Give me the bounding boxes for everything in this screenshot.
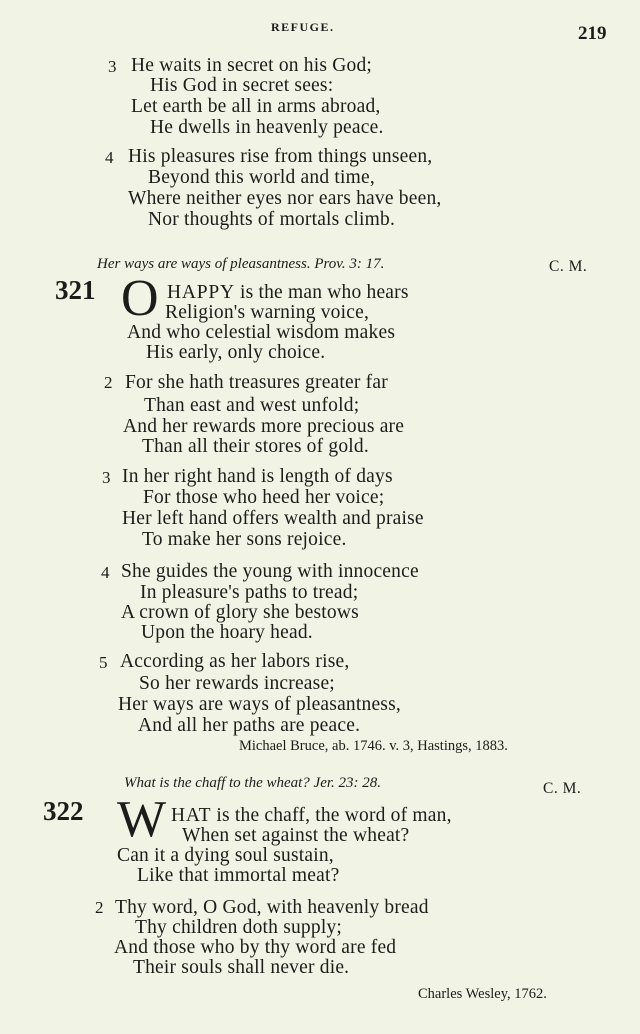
verse-number: 4 xyxy=(105,148,114,167)
verse-line: For those who heed her voice; xyxy=(143,487,385,508)
hymn-caption: Her ways are ways of pleasantness. Prov. 3: 17. xyxy=(97,256,385,272)
verse-line: To make her sons rejoice. xyxy=(142,529,347,550)
drop-cap: O xyxy=(121,270,159,327)
hymn-number: 321 xyxy=(55,275,96,305)
verse-line: Let earth be all in arms abroad, xyxy=(131,96,381,117)
verse-line: According as her labors rise, xyxy=(120,651,350,672)
running-header-title: REFUGE. xyxy=(271,20,335,34)
drop-cap: W xyxy=(117,791,167,848)
hymn-meter: C. M. xyxy=(543,780,582,797)
verse-line: Thy word, O God, with heavenly bread xyxy=(115,897,429,918)
verse-line: A crown of glory she bestows xyxy=(121,602,359,623)
first-line xyxy=(171,806,452,826)
verse-line: He waits in secret on his God; xyxy=(131,55,373,76)
verse-line: Than east and west unfold; xyxy=(144,395,360,416)
verse-line: And who celestial wisdom makes xyxy=(127,322,396,343)
verse-line: For she hath treasures greater far xyxy=(125,372,388,393)
verse-line: And those who by thy word are fed xyxy=(114,937,397,958)
verse-number: 2 xyxy=(95,898,104,917)
hymn-attribution: Michael Bruce, ab. 1746. v. 3, Hastings, 1883. xyxy=(239,738,508,754)
verse-line: In her right hand is length of days xyxy=(122,466,393,487)
verse-line: When set against the wheat? xyxy=(182,825,410,846)
verse-line: Religion's warning voice, xyxy=(165,302,370,323)
verse-line: So her rewards increase; xyxy=(139,673,335,694)
verse-line: Like that immortal meat? xyxy=(137,865,340,886)
verse-line: She guides the young with innocence xyxy=(121,561,419,582)
page-number: 219 xyxy=(578,23,607,44)
verse-line: Upon the hoary head. xyxy=(141,622,313,643)
first-word: HAT xyxy=(171,805,212,826)
verse-line: His God in secret sees: xyxy=(150,75,334,96)
verse-number: 2 xyxy=(104,373,113,392)
verse-line: Where neither eyes nor ears have been, xyxy=(128,188,442,209)
first-line-tail: is the chaff, the word of man, xyxy=(211,805,452,826)
verse-line: Than all their stores of gold. xyxy=(142,436,369,457)
hymn-attribution: Charles Wesley, 1762. xyxy=(418,986,547,1002)
verse-line: His early, only choice. xyxy=(146,342,326,363)
hymn-number: 322 xyxy=(43,796,84,826)
verse-line: Her ways are ways of pleasantness, xyxy=(118,694,401,715)
first-line xyxy=(167,283,409,303)
verse-number: 5 xyxy=(99,653,108,672)
verse-line: Her left hand offers wealth and praise xyxy=(122,508,424,529)
verse-line: In pleasure's paths to tread; xyxy=(140,582,359,603)
verse-line: Beyond this world and time, xyxy=(148,167,375,188)
verse-number: 3 xyxy=(102,468,111,487)
verse-line: He dwells in heavenly peace. xyxy=(150,117,384,138)
verse-line: His pleasures rise from things unseen, xyxy=(128,146,433,167)
verse-line: And her rewards more precious are xyxy=(123,416,405,437)
verse-line: Their souls shall never die. xyxy=(133,957,350,978)
verse-line: Nor thoughts of mortals climb. xyxy=(148,209,396,230)
first-word: HAPPY xyxy=(167,282,235,303)
verse-number: 3 xyxy=(108,57,117,76)
verse-line: Thy children doth supply; xyxy=(135,917,343,938)
hymn-meter: C. M. xyxy=(549,258,588,275)
verse-number: 4 xyxy=(101,563,110,582)
verse-line: And all her paths are peace. xyxy=(138,715,361,736)
hymn-caption: What is the chaff to the wheat? Jer. 23: 28. xyxy=(124,775,382,791)
verse-line: Can it a dying soul sustain, xyxy=(117,845,334,866)
first-line-tail: is the man who hears xyxy=(234,282,409,303)
